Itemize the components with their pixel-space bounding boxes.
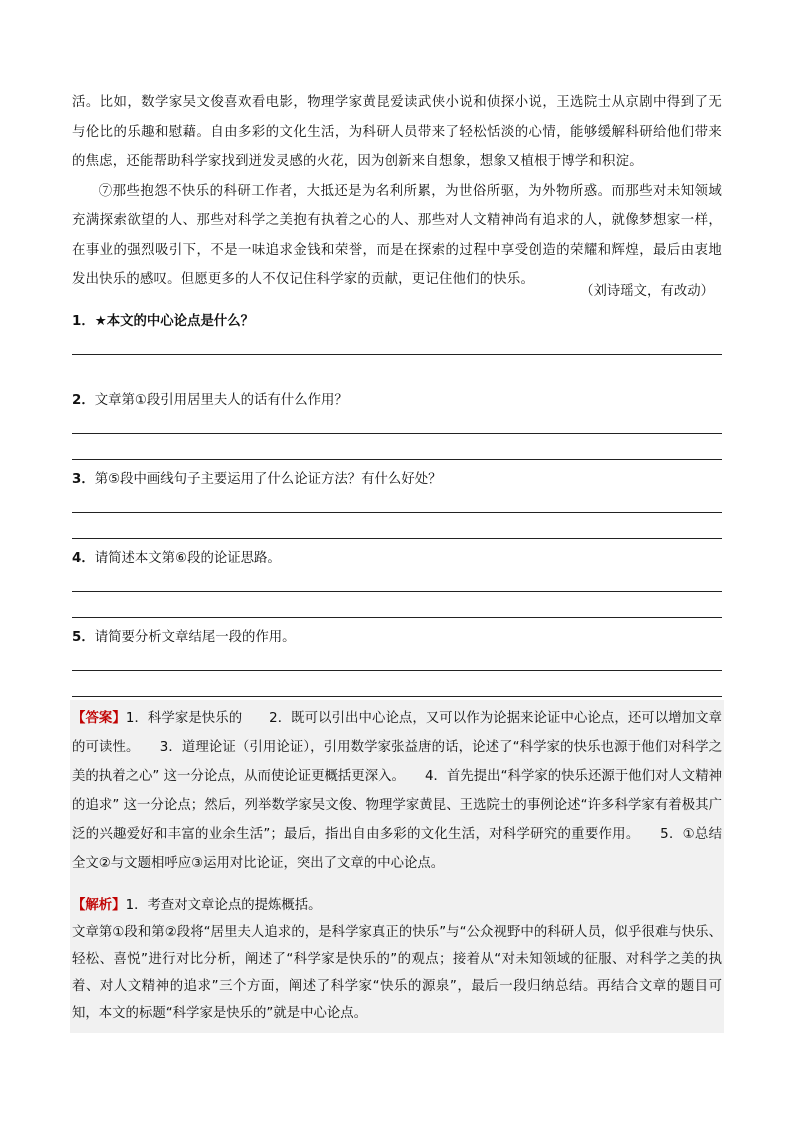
question-text: 请简要分析文章结尾一段的作用。 bbox=[94, 630, 296, 645]
answer-line[interactable] bbox=[72, 538, 722, 539]
question-text: ★本文的中心论点是什么？ bbox=[94, 314, 255, 329]
question-list bbox=[72, 310, 722, 705]
answer-line[interactable] bbox=[72, 617, 722, 618]
passage-paragraph-6-tail: 活。比如，数学家吴文俊喜欢看电影，物理学家黄昆爱读武侠小说和侦探小说，王选院士从京剧中得到了无与伦比的乐趣和慰藉。自由多彩的文化生活，为科研人员带来了轻松恬淡的心情，能够缓解科研给他们带来的焦虑，还能帮助科学家找到迸发灵感的火花，因为创新来自想象，想象又植根于博学和积淀。 bbox=[72, 95, 722, 169]
passage-paragraph-7: ⑦那些抱怨不快乐的科研工作者，大抵还是为名利所累，为世俗所驱，为外物所惑。而那些对未知领域充满探索欲望的人、那些对科学之美抱有执着之心的人、那些对人文精神尚有追求的人，就像梦想家一样，在事业的强烈吸引下，不是一味追求金钱和荣誉，而是在探索的过程中享受创造的荣耀和辉煌，最后由衷地发出快乐的感叹。但愿更多的人不仅记住科学家的贡献，更记住他们的快乐。 bbox=[72, 183, 722, 287]
answer-text: 1．科学家是快乐的 2．既可以引出中心论点，又可以作为论据来论证中心论点，还可以增加文章的可读性。 3．道理论证（引用论证），引用数学家张益唐的话，论述了“科学家的快乐也源于他们对科学之美的执着之心” 这一分论点，从而使论证更概括更深入。 4．首先提出“科学家的快乐还源于他们对人文精神的追求” 这一分论点；然后，列举数学家吴文俊、物理学家黄昆、王选院士的事例论述“许多科学家有着极其广泛的兴趣爱好和丰富的业余生活”；最后，指出自由多彩的文化生活，对科学研究的重要作用。 5．①总结全文②与文题相呼应③运用对比论证，突出了文章的中心论点。 bbox=[72, 711, 723, 871]
answer-line[interactable] bbox=[72, 354, 722, 355]
question-2 bbox=[72, 389, 722, 468]
answer-line[interactable] bbox=[72, 591, 722, 592]
passage bbox=[72, 88, 722, 295]
question-3 bbox=[72, 468, 722, 547]
answer-line[interactable] bbox=[72, 670, 722, 671]
answer-section bbox=[70, 700, 724, 888]
answer-line[interactable] bbox=[72, 696, 722, 697]
answer-tag: 【答案】 bbox=[72, 711, 126, 726]
answer-line[interactable] bbox=[72, 512, 722, 513]
question-1 bbox=[72, 310, 722, 389]
question-5 bbox=[72, 626, 722, 705]
question-number: 1． bbox=[72, 314, 95, 329]
question-number: 5． bbox=[72, 630, 95, 645]
analysis-section bbox=[70, 888, 724, 1033]
question-number: 2． bbox=[72, 393, 95, 408]
answer-line[interactable] bbox=[72, 459, 722, 460]
analysis-tag: 【解析】 bbox=[72, 898, 126, 913]
analysis-text: 文章第①段和第②段将“居里夫人追求的，是科学家真正的快乐”与“公众视野中的科研人员，似乎很难与快乐、轻松、喜悦”进行对比分析，阐述了“科学家是快乐的”的观点；接着从“对未知领域的征服、对科学之美的执着、对人文精神的追求”三个方面，阐述了科学家“快乐的源泉”，最后一段归纳总结。再结合文章的题目可知，本文的标题“科学家是快乐的”就是中心论点。 bbox=[72, 925, 722, 1021]
question-text: 第⑤段中画线句子主要运用了什么论证方法？有什么好处？ bbox=[94, 472, 442, 487]
question-4 bbox=[72, 547, 722, 626]
question-text: 请简述本文第⑥段的论证思路。 bbox=[94, 551, 281, 566]
answer-line[interactable] bbox=[72, 433, 722, 434]
analysis-first-line: 1．考查对文章论点的提炼概括。 bbox=[125, 898, 322, 913]
question-number: 4． bbox=[72, 551, 95, 566]
passage-source: （刘诗瑶文，有改动） bbox=[580, 284, 714, 299]
question-text: 文章第①段引用居里夫人的话有什么作用？ bbox=[94, 393, 348, 408]
question-number: 3． bbox=[72, 472, 95, 487]
